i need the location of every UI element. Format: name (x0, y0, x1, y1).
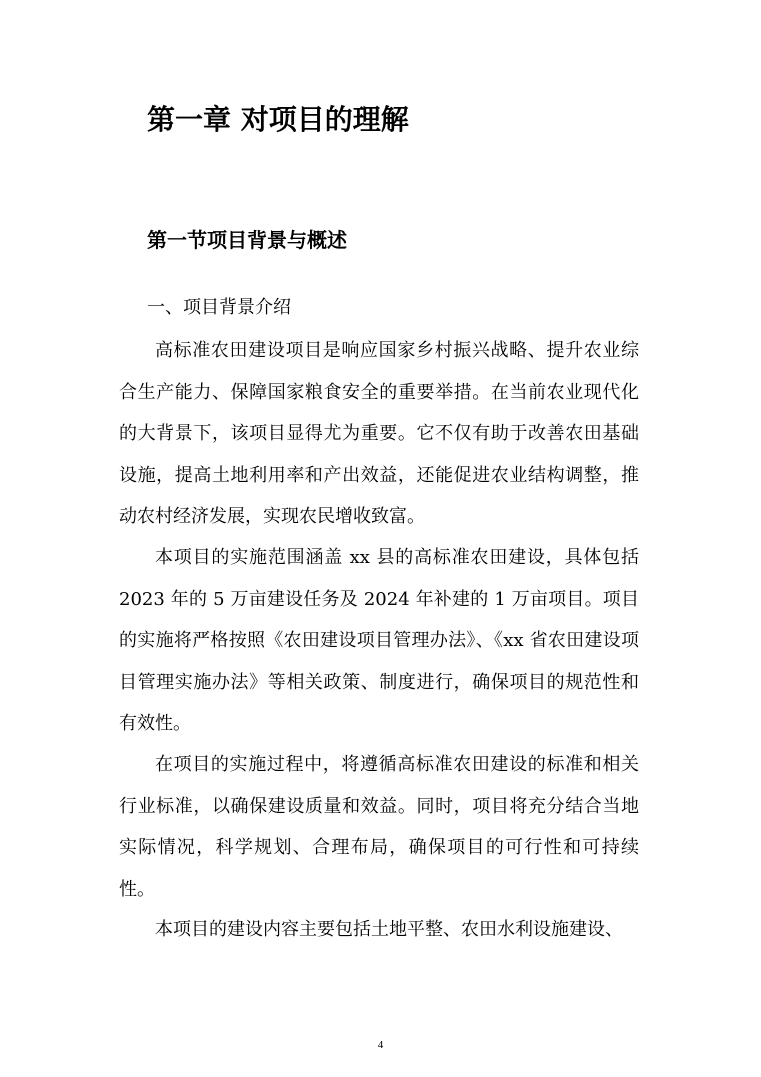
subsection-title: 一、项目背景介绍 (147, 297, 291, 318)
body-paragraph: 本项目的建设内容主要包括土地平整、农田水利设施建设、 (155, 919, 623, 940)
page-number: 4 (377, 1039, 384, 1051)
chapter-title: 第一章 对项目的理解 (147, 103, 409, 136)
body-paragraph: 本项目的实施范围涵盖 xx 县的高标准农田建设，具体包括 2023 年的 5 万亩建设任务及 2024 年补建的 1 万亩项目。项目的实施将严格按照《农田建设项目管理办法》、《xx 省农田建设项目管理实施办法》等相关政策、制度进行，确保项目的规范性和有效性。 (119, 547, 639, 734)
section-title: 第一节项目背景与概述 (147, 228, 347, 252)
body-paragraph: 高标准农田建设项目是响应国家乡村振兴战略、提升农业综合生产能力、保障国家粮食安全的重要举措。在当前农业现代化的大背景下，该项目显得尤为重要。它不仅有助于改善农田基础设施，提高土地利用率和产出效益，还能促进农业结构调整，推动农村经济发展，实现农民增收致富。 (119, 340, 639, 527)
body-paragraph: 在项目的实施过程中，将遵循高标准农田建设的标准和相关行业标准，以确保建设质量和效益。同时，项目将充分结合当地实际情况，科学规划、合理布局，确保项目的可行性和可持续性。 (119, 754, 639, 900)
